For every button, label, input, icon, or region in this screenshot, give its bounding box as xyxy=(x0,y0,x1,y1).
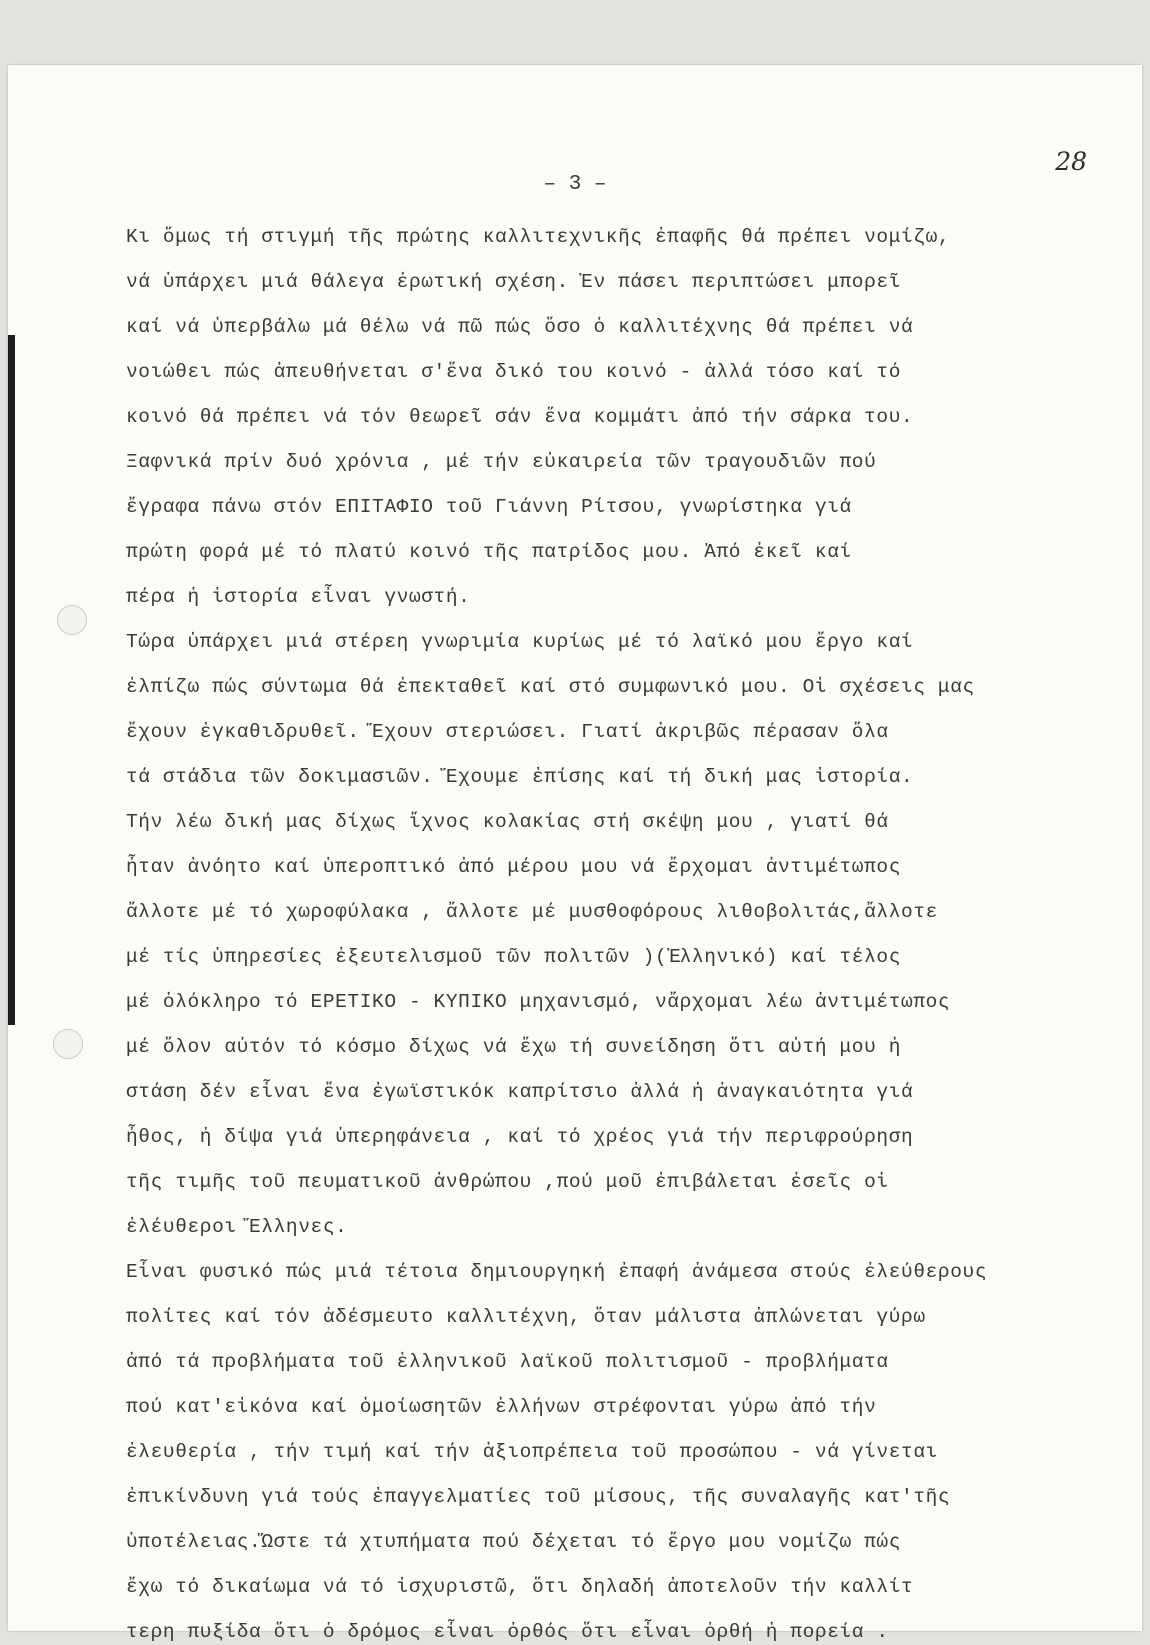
binding-edge xyxy=(8,335,15,1025)
text-line: ἔχουν ἐγκαθιδρυθεῖ. Ἔχουν στεριώσει. Γιατί ἀκριβῶς πέρασαν ὅλα xyxy=(126,721,889,743)
typed-text-body xyxy=(126,215,1116,1645)
text-line: τά στάδια τῶν δοκιμασιῶν. Ἔχουμε ἐπίσης καί τή δική μας ἱστορία. xyxy=(126,766,914,788)
text-line: Τώρα ὑπάρχει μιά στέρεη γνωριμία κυρίως μέ τό λαϊκό μου ἔργο καί xyxy=(126,631,914,653)
text-line: μέ ὅλον αὐτόν τό κόσμο δίχως νά ἔχω τή συνείδηση ὅτι αὐτή μου ἡ xyxy=(126,1036,902,1058)
text-line: τερη πυξίδα ὅτι ὁ δρόμος εἶναι ὀρθός ὅτι εἶναι ὀρθή ἡ πορεία . xyxy=(126,1621,889,1643)
text-line: μέ τίς ὑπηρεσίες ἐξευτελισμοῦ τῶν πολιτῶν )(Ἑλληνικό) καί τέλος xyxy=(126,946,902,968)
text-line: ἐπικίνδυνη γιά τούς ἐπαγγελματίες τοῦ μίσους, τῆς συναλαγῆς κατ'τῆς xyxy=(126,1486,951,1508)
typewritten-sheet xyxy=(8,65,1142,1643)
text-line: ἔγραφα πάνω στόν ΕΠΙΤΑΦΙΟ τοῦ Γιάννη Ρίτσου, γνωρίστηκα γιά xyxy=(126,496,852,518)
text-line: ἦταν ἀνόητο καί ὑπεροπτικό ἀπό μέρου μου νά ἔρχομαι ἀντιμέτωπος xyxy=(126,856,902,878)
text-line: ἐλευθερία , τήν τιμή καί τήν ἀξιοπρέπεια τοῦ προσώπου - νά γίνεται xyxy=(126,1441,938,1463)
text-line: Εἶναι φυσικό πώς μιά τέτοια δημιουργηκή ἐπαφή ἀνάμεσα στούς ἐλεύθερους xyxy=(126,1261,988,1283)
text-line: νοιώθει πώς ἀπευθήνεται σ'ἕνα δικό του κοινό - ἀλλά τόσο καί τό xyxy=(126,361,902,383)
text-line: τῆς τιμῆς τοῦ πευματικοῦ ἀνθρώπου ,πού μοῦ ἐπιβάλεται ἐσεῖς οἱ xyxy=(126,1171,889,1193)
text-line: πρώτη φορά μέ τό πλατύ κοινό τῆς πατρίδος μου. Ἀπό ἐκεῖ καί xyxy=(126,541,852,563)
punch-hole-bottom xyxy=(53,1029,83,1059)
text-line: ἦθος, ἡ δίψα γιά ὑπερηφάνεια , καί τό χρέος γιά τήν περιφρούρηση xyxy=(126,1126,914,1148)
text-line: νά ὑπάρχει μιά θάλεγα ἐρωτική σχέση. Ἐν πάσει περιπτώσει μπορεῖ xyxy=(126,271,902,293)
text-line: Τήν λέω δική μας δίχως ἴχνος κολακίας στή σκέψη μου , γιατί θά xyxy=(126,811,889,833)
text-line: ἐλπίζω πώς σύντωμα θά ἐπεκταθεῖ καί στό συμφωνικό μου. Οἱ σχέσεις μας xyxy=(126,676,975,698)
text-line: ὑποτέλειας.Ὥστε τά χτυπήματα πού δέχεται τό ἔργο μου νομίζω πώς xyxy=(126,1531,902,1553)
text-line: ἔχω τό δικαίωμα νά τό ἰσχυριστῶ, ὅτι δηλαδή ἀποτελοῦν τήν καλλίτ xyxy=(126,1576,914,1598)
text-line: ἀπό τά προβλήματα τοῦ ἑλληνικοῦ λαϊκοῦ πολιτισμοῦ - προβλήματα xyxy=(126,1351,889,1373)
text-line: πού κατ'εἰκόνα καί ὁμοίωσητῶν ἑλλήνων στρέφονται γύρω ἀπό τήν xyxy=(126,1396,877,1418)
text-line: κοινό θά πρέπει νά τόν θεωρεῖ σάν ἕνα κομμάτι ἀπό τήν σάρκα του. xyxy=(126,406,914,428)
text-line: πολίτες καί τόν ἀδέσμευτο καλλιτέχνη, ὅταν μάλιστα ἁπλώνεται γύρω xyxy=(126,1306,926,1328)
text-line: ἄλλοτε μέ τό χωροφύλακα , ἄλλοτε μέ μυσθοφόρους λιθοβολιτάς,ἄλλοτε xyxy=(126,901,938,923)
text-line: στάση δέν εἶναι ἕνα ἐγωϊστικόκ καπρίτσιο ἀλλά ἡ ἀναγκαιότητα γιά xyxy=(126,1081,914,1103)
text-line: καί νά ὑπερβάλω μά θέλω νά πῶ πώς ὅσο ὁ καλλιτέχνης θά πρέπει νά xyxy=(126,316,914,338)
punch-hole-top xyxy=(57,605,87,635)
folio-number: 28 xyxy=(1055,147,1087,176)
text-line: μέ ὁλόκληρο τό ΕΡΕΤΙΚΟ - ΚΥΠΙΚΟ μηχανισμό, νἄρχομαι λέω ἀντιμέτωπος xyxy=(126,991,951,1013)
text-line: Ξαφνικά πρίν δυό χρόνια , μέ τήν εὐκαιρεία τῶν τραγουδιῶν πού xyxy=(126,451,877,473)
text-line: ἐλέυθεροι Ἕλληνες. xyxy=(126,1216,348,1238)
page-number: – 3 – xyxy=(543,173,607,196)
text-line: πέρα ἡ ἱστορία εἶναι γνωστή. xyxy=(126,586,471,608)
text-line: Κι ὅμως τή στιγμή τῆς πρώτης καλλιτεχνικῆς ἐπαφῆς θά πρέπει νομίζω, xyxy=(126,226,951,248)
